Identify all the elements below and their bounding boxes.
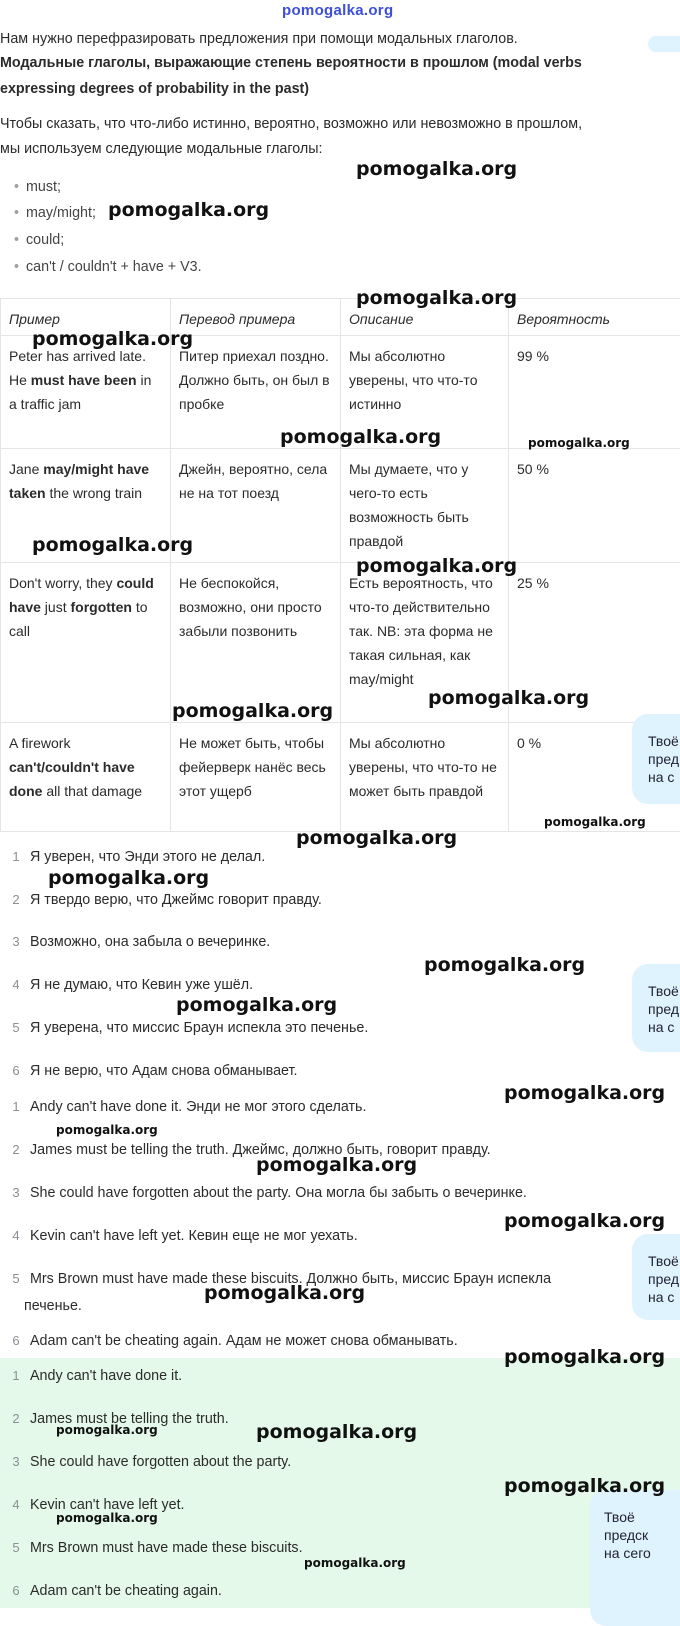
probability-cell: 99 % (509, 336, 680, 449)
column-header-probability: Вероятность (509, 299, 680, 336)
watermark: pomogalka.org (504, 1082, 665, 1104)
final-answer-item: 2 James must be telling the truth. (0, 1408, 229, 1430)
prediction-bubble[interactable]: Твоё пред на с (632, 1234, 680, 1320)
watermark: pomogalka.org (108, 199, 269, 221)
site-logo[interactable]: pomogalka.org (282, 2, 393, 19)
final-answer-item: 5 Mrs Brown must have made these biscuits. (0, 1537, 303, 1559)
watermark: pomogalka.org (176, 994, 337, 1016)
answer-item: 6 Adam can't be cheating again. Адам не может снова обманывать. (0, 1330, 458, 1352)
prediction-bubble[interactable]: Твоё предск на сего (590, 1490, 680, 1626)
probability-cell: 25 % (509, 563, 680, 723)
probability-cell: 50 % (509, 449, 680, 563)
watermark: pomogalka.org (528, 436, 630, 450)
watermark: pomogalka.org (56, 1423, 158, 1437)
example-cell: A firework can't/couldn't have done all that damage (1, 723, 171, 832)
final-answer-item: 4 Kevin can't have left yet. (0, 1494, 185, 1516)
column-header-example: Пример (1, 299, 171, 336)
watermark: pomogalka.org (32, 534, 193, 556)
watermark: pomogalka.org (356, 158, 517, 180)
answer-item-continuation: печенье. (24, 1295, 82, 1317)
bullet-dot-icon: • (14, 179, 19, 195)
prediction-bubble[interactable]: Твоё пред на с (632, 714, 680, 804)
watermark: pomogalka.org (256, 1154, 417, 1176)
probability-cell: 0 % (509, 723, 680, 832)
description-cell: Мы абсолютно уверены, что что-то истинно (341, 336, 509, 449)
final-answer-item: 1 Andy can't have done it. (0, 1365, 182, 1387)
task-item: 2 Я твердо верю, что Джеймс говорит правду. (0, 889, 322, 911)
watermark: pomogalka.org (544, 815, 646, 829)
task-item: 3 Возможно, она забыла о вечеринке. (0, 931, 270, 953)
watermark: pomogalka.org (280, 426, 441, 448)
intro-text: Нам нужно перефразировать предложения при помощи модальных глаголов. (0, 27, 518, 51)
section-heading-line2: expressing degrees of probability in the past) (0, 77, 309, 101)
watermark: pomogalka.org (172, 700, 333, 722)
bullet-item: • could; (14, 228, 64, 252)
column-header-translation: Перевод примера (171, 299, 341, 336)
prediction-bubble[interactable]: Твоё пред на с (632, 964, 680, 1052)
column-header-description: Описание (341, 299, 509, 336)
example-cell: Peter has arrived late. He must have been in a traffic jam (1, 336, 171, 449)
watermark: pomogalka.org (296, 827, 457, 849)
bullet-dot-icon: • (14, 259, 19, 275)
bullet-item: • must; (14, 175, 61, 199)
watermark: pomogalka.org (204, 1282, 365, 1304)
description-cell: Мы думаете, что у чего-то есть возможность быть правдой (341, 449, 509, 563)
example-cell: Don't worry, they could have just forgotten to call (1, 563, 171, 723)
watermark: pomogalka.org (56, 1511, 158, 1525)
watermark: pomogalka.org (32, 328, 193, 350)
task-item: 6 Я не верю, что Адам снова обманывает. (0, 1060, 297, 1082)
watermark: pomogalka.org (504, 1346, 665, 1368)
watermark: pomogalka.org (356, 287, 517, 309)
task-item: 1 Я уверен, что Энди этого не делал. (0, 846, 265, 868)
translation-cell: Не может быть, чтобы фейерверк нанёс весь этот ущерб (171, 723, 341, 832)
task-item: 4 Я не думаю, что Кевин уже ушёл. (0, 974, 253, 996)
watermark: pomogalka.org (504, 1210, 665, 1232)
watermark: pomogalka.org (256, 1421, 417, 1443)
answer-item: 1 Andy can't have done it. Энди не мог этого сделать. (0, 1096, 366, 1118)
final-answer-item: 3 She could have forgotten about the party. (0, 1451, 291, 1473)
watermark: pomogalka.org (424, 954, 585, 976)
bullet-dot-icon: • (14, 232, 19, 248)
final-answer-item: 6 Adam can't be cheating again. (0, 1580, 222, 1602)
watermark: pomogalka.org (504, 1475, 665, 1497)
watermark: pomogalka.org (428, 687, 589, 709)
bullet-item: • can't / couldn't + have + V3. (14, 255, 202, 279)
section-heading-line1: Модальные глаголы, выражающие степень вероятности в прошлом (modal verbs (0, 51, 582, 75)
explanation-line1: Чтобы сказать, что что-либо истинно, вероятно, возможно или невозможно в прошлом, (0, 112, 582, 136)
watermark: pomogalka.org (304, 1556, 406, 1570)
example-cell: Jane may/might have taken the wrong train (1, 449, 171, 563)
modal-verbs-table (0, 298, 680, 832)
translation-cell: Питер приехал поздно. Должно быть, он был в пробке (171, 336, 341, 449)
bullet-dot-icon: • (14, 205, 19, 221)
task-item: 5 Я уверена, что миссис Браун испекла это печенье. (0, 1017, 368, 1039)
description-cell: Есть вероятность, что что-то действительно так. NB: эта форма не такая сильная, как may/might (341, 563, 509, 723)
answer-item: 3 She could have forgotten about the party. Она могла бы забыть о вечеринке. (0, 1182, 527, 1204)
translation-cell: Джейн, вероятно, села не на тот поезд (171, 449, 341, 563)
bullet-item: • may/might; (14, 201, 96, 225)
answer-item: 2 James must be telling the truth. Джеймс, должно быть, говорит правду. (0, 1139, 491, 1161)
watermark: pomogalka.org (56, 1123, 158, 1137)
watermark: pomogalka.org (48, 867, 209, 889)
watermark: pomogalka.org (356, 555, 517, 577)
translation-cell: Не беспокойся, возможно, они просто забыли позвонить (171, 563, 341, 723)
explanation-line2: мы используем следующие модальные глаголы: (0, 137, 323, 161)
answer-item: 5 Mrs Brown must have made these biscuits. Должно быть, миссис Браун испекла (0, 1268, 551, 1290)
prediction-bubble[interactable] (648, 36, 680, 52)
description-cell: Мы абсолютно уверены, что что-то не может быть правдой (341, 723, 509, 832)
answer-item: 4 Kevin can't have left yet. Кевин еще не мог уехать. (0, 1225, 358, 1247)
